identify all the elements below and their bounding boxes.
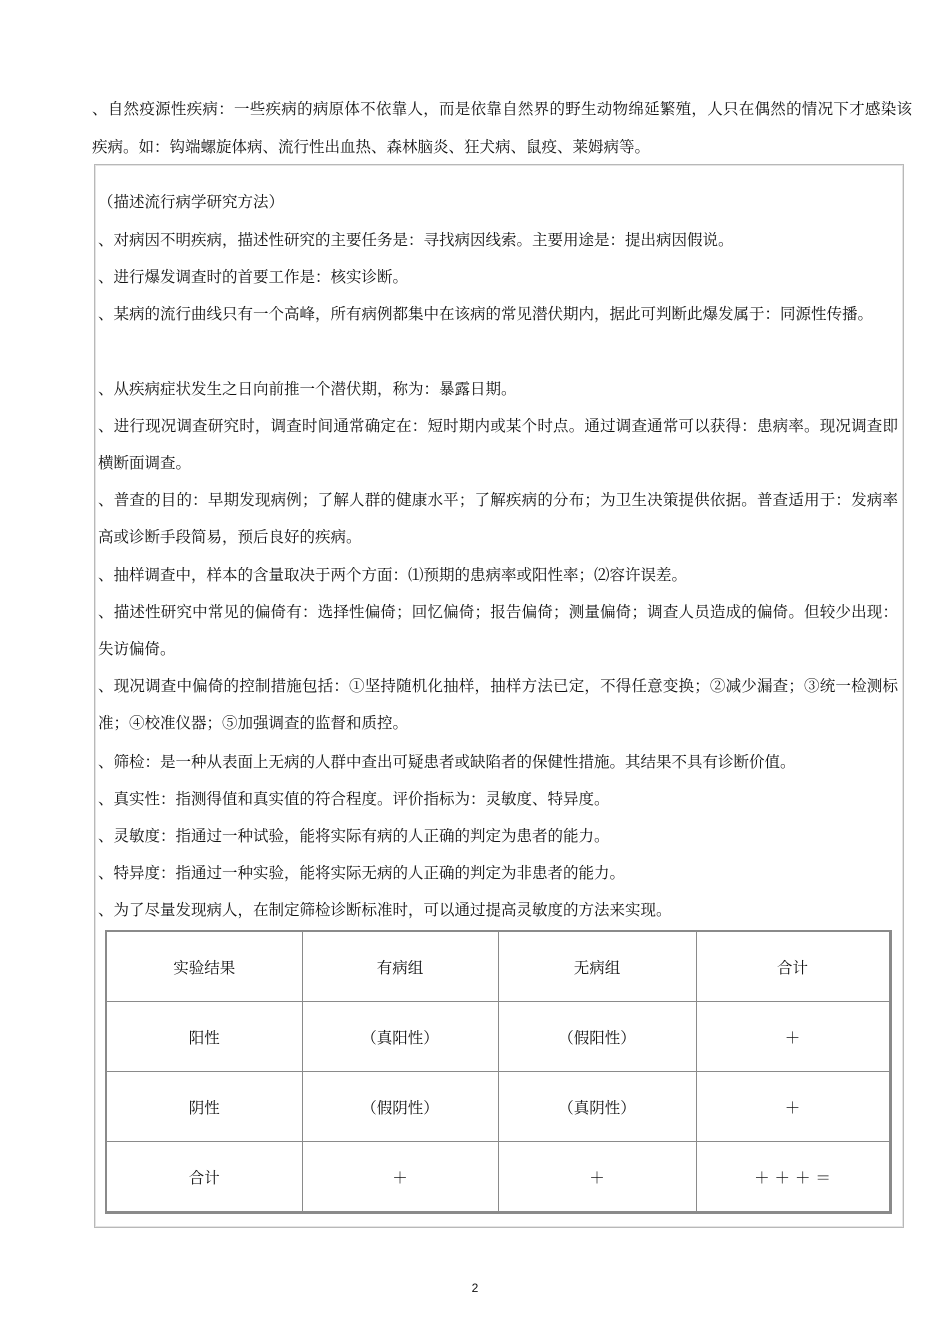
section-heading: （描述流行病学研究方法）: [98, 193, 285, 211]
list-item: 、某病的流行曲线只有一个高峰，所有病例都集中在该病的常见潜伏期内，据此可判断此爆发属于：同源性传播。: [98, 305, 874, 323]
table-cell: ＋: [498, 1142, 696, 1213]
table-cell: 合计: [106, 1142, 302, 1213]
list-item: 、普查的目的：早期发现病例；了解人群的健康水平；了解疾病的分布；为卫生决策提供依据。普查适用于：发病率高或诊断手段简易，预后良好的疾病。: [98, 491, 898, 546]
list-item: 、灵敏度：指通过一种试验，能将实际有病的人正确的判定为患者的能力。: [98, 827, 610, 845]
table-header-cell: 无病组: [498, 931, 696, 1002]
table-header-cell: 实验结果: [106, 931, 302, 1002]
table-cell: 阴性: [106, 1072, 302, 1142]
table-cell: （真阴性）: [498, 1072, 696, 1142]
table-cell: ＋ ＋ ＋ ＝: [696, 1142, 890, 1213]
table-header-row: [106, 931, 890, 1002]
list-item: 、进行现况调查研究时，调查时间通常确定在：短时期内或某个时点。通过调查通常可以获得：患病率。现况调查即横断面调查。: [98, 417, 898, 472]
list-item: 、筛检：是一种从表面上无病的人群中查出可疑患者或缺陷者的保健性措施。其结果不具有诊断价值。: [98, 753, 796, 771]
list-item: 、现况调查中偏倚的控制措施包括：①坚持随机化抽样，抽样方法已定，不得任意变换；②减少漏查；③统一检测标准；④校准仪器；⑤加强调查的监督和质控。: [98, 677, 898, 732]
intro-paragraph: 、自然疫源性疾病：一些疾病的病原体不依靠人，而是依靠自然界的野生动物绵延繁殖，人只在偶然的情况下才感染该疾病。如：钩端螺旋体病、流行性出血热、森林脑炎、狂犬病、鼠疫、莱姆病等。: [92, 100, 912, 156]
table-header-cell: 有病组: [302, 931, 498, 1002]
list-item: 、对病因不明疾病，描述性研究的主要任务是：寻找病因线索。主要用途是：提出病因假说。: [98, 231, 734, 249]
list-item: 、特异度：指通过一种实验，能将实际无病的人正确的判定为非患者的能力。: [98, 864, 626, 882]
table-cell: （假阳性）: [498, 1002, 696, 1072]
table-cell: ＋: [696, 1002, 890, 1072]
table-cell: （真阳性）: [302, 1002, 498, 1072]
table-cell: 阳性: [106, 1002, 302, 1072]
list-item: 、从疾病症状发生之日向前推一个潜伏期，称为：暴露日期。: [98, 380, 517, 398]
list-item: 、描述性研究中常见的偏倚有：选择性偏倚；回忆偏倚；报告偏倚；测量偏倚；调查人员造成的偏倚。但较少出现：失访偏倚。: [98, 603, 898, 658]
table-header-cell: 合计: [696, 931, 890, 1002]
list-item: 、抽样调查中，样本的含量取决于两个方面：⑴预期的患病率或阳性率；⑵容许误差。: [98, 566, 688, 584]
page-number: 2: [471, 1281, 479, 1295]
screening-table: [105, 930, 892, 1214]
table-cell: ＋: [696, 1072, 890, 1142]
table-cell: ＋: [302, 1142, 498, 1213]
table-row: [106, 1072, 890, 1142]
table-row: [106, 1142, 890, 1213]
table-cell: （假阴性）: [302, 1072, 498, 1142]
list-item: 、真实性：指测得值和真实值的符合程度。评价指标为：灵敏度、特异度。: [98, 790, 610, 808]
list-item: 、为了尽量发现病人，在制定筛检诊断标准时，可以通过提高灵敏度的方法来实现。: [98, 901, 672, 919]
list-item: 、进行爆发调查时的首要工作是：核实诊断。: [98, 268, 409, 286]
table-row: [106, 1002, 890, 1072]
